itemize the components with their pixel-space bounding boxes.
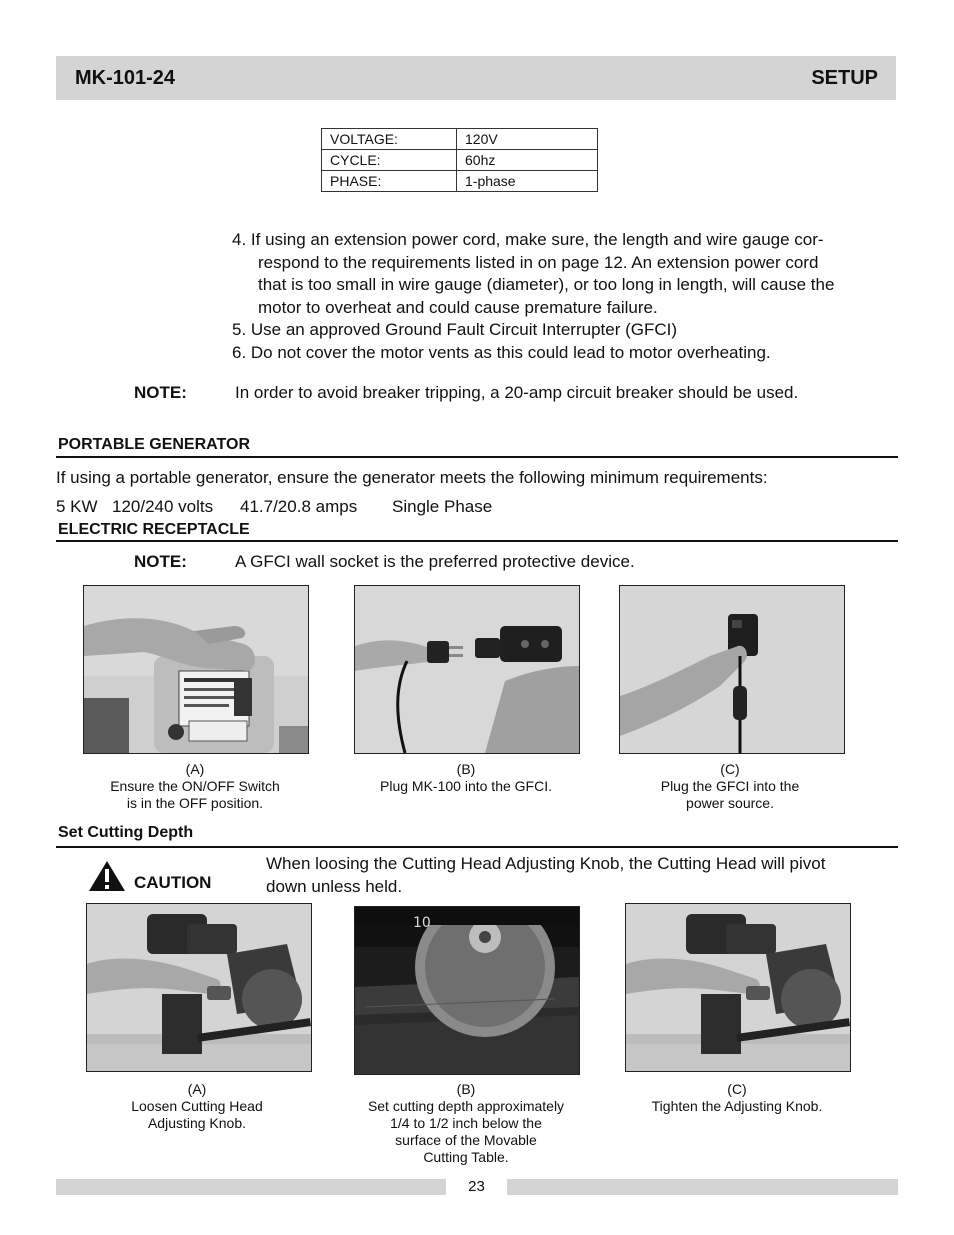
caption-line: power source. — [686, 795, 774, 811]
note-text: In order to avoid breaker tripping, a 20-amp circuit breaker should be used. — [235, 383, 799, 402]
caption-letter: (C) — [720, 761, 740, 777]
caption-plug — [352, 761, 580, 795]
table-row — [322, 171, 598, 192]
list-item: 5. Use an approved Ground Fault Circuit Interrupter (GFCI) — [232, 320, 678, 339]
page-number: 23 — [468, 1178, 485, 1195]
caution-line: down unless held. — [266, 876, 403, 896]
caption-letter: (B) — [456, 761, 476, 777]
generator-spec-volts: 120/240 volts — [112, 497, 214, 516]
list-item: 6. Do not cover the motor vents as this could lead to motor overheating. — [232, 342, 771, 362]
section-divider — [56, 846, 898, 848]
generator-text: If using a portable generator, ensure the generator meets the following minimum requirements: — [56, 468, 768, 487]
caption-line: Tighten the Adjusting Knob. — [651, 1098, 823, 1114]
section-heading-electric-receptacle: ELECTRIC RECEPTACLE — [58, 521, 250, 538]
note-label: NOTE: — [134, 383, 187, 402]
caption-switch — [80, 761, 310, 812]
caption-line: is in the OFF position. — [126, 795, 264, 811]
list-item-continuation: motor to overheat and could cause premature failure. — [258, 297, 658, 317]
list-item-continuation: respond to the requirements listed in on page 12. An extension power cord — [258, 252, 819, 272]
power-spec-table — [321, 128, 598, 192]
blade-marking: 10 — [413, 915, 431, 931]
generator-spec-kw: 5 KW — [56, 497, 98, 516]
caption-letter: (A) — [187, 1081, 207, 1097]
caution-line: When loosing the Cutting Head Adjusting Knob, the Cutting Head will pivot — [266, 854, 826, 873]
list-item: 4. If using an extension power cord, make sure, the length and wire gauge cor- — [232, 230, 824, 249]
requirements-list — [232, 229, 902, 364]
caption-line: surface of the Movable — [395, 1132, 537, 1148]
table-row — [322, 150, 598, 171]
caution-label: CAUTION — [134, 873, 212, 892]
note-label: NOTE: — [134, 552, 187, 571]
caption-line: Cutting Table. — [423, 1149, 509, 1165]
footer-bar-left — [56, 1179, 446, 1195]
generator-spec-amps: 41.7/20.8 amps — [240, 497, 358, 516]
photo-tighten-knob — [625, 903, 851, 1072]
photo-gfci-into-outlet — [619, 585, 845, 754]
list-item-continuation: that is too small in wire gauge (diameter), or too long in length, will cause the — [258, 275, 835, 294]
caption-depth — [346, 1081, 586, 1166]
caution-text — [266, 853, 886, 898]
spec-label: PHASE: — [322, 171, 457, 192]
caption-letter: (A) — [185, 761, 205, 777]
footer-bar-right — [507, 1179, 898, 1195]
caption-line: Plug the GFCI into the — [660, 778, 800, 794]
section-divider — [56, 456, 898, 458]
photo-plug-into-gfci — [354, 585, 580, 754]
section-heading-set-cutting-depth: Set Cutting Depth — [58, 824, 194, 841]
model-number: MK-101-24 — [75, 67, 176, 89]
table-row — [322, 129, 598, 150]
caption-line: Adjusting Knob. — [147, 1115, 247, 1131]
spec-value: 1-phase — [457, 171, 598, 192]
caption-line: Set cutting depth approximately — [367, 1098, 565, 1114]
caption-line: 1/4 to 1/2 inch below the — [390, 1115, 542, 1131]
spec-value: 60hz — [457, 150, 598, 171]
section-title: SETUP — [811, 67, 878, 89]
caption-letter: (B) — [456, 1081, 476, 1097]
caption-letter: (C) — [727, 1081, 747, 1097]
photo-cutting-depth — [354, 906, 580, 1075]
caption-line: Loosen Cutting Head — [131, 1098, 263, 1114]
warning-icon — [87, 859, 127, 898]
spec-label: VOLTAGE: — [322, 129, 457, 150]
caption-tighten — [622, 1081, 852, 1115]
note-text: A GFCI wall socket is the preferred protective device. — [235, 552, 635, 571]
caption-line: Plug MK-100 into the GFCI. — [380, 778, 552, 794]
photo-switch-off — [83, 585, 309, 754]
page-header — [56, 56, 896, 100]
caption-loosen — [82, 1081, 312, 1132]
spec-label: CYCLE: — [322, 150, 457, 171]
section-divider — [56, 540, 898, 542]
spec-value: 120V — [457, 129, 598, 150]
photo-loosen-knob — [86, 903, 312, 1072]
section-heading-portable-generator: PORTABLE GENERATOR — [58, 436, 251, 453]
generator-spec-phase: Single Phase — [392, 497, 493, 516]
caption-line: Ensure the ON/OFF Switch — [110, 778, 280, 794]
caption-gfci — [616, 761, 844, 812]
